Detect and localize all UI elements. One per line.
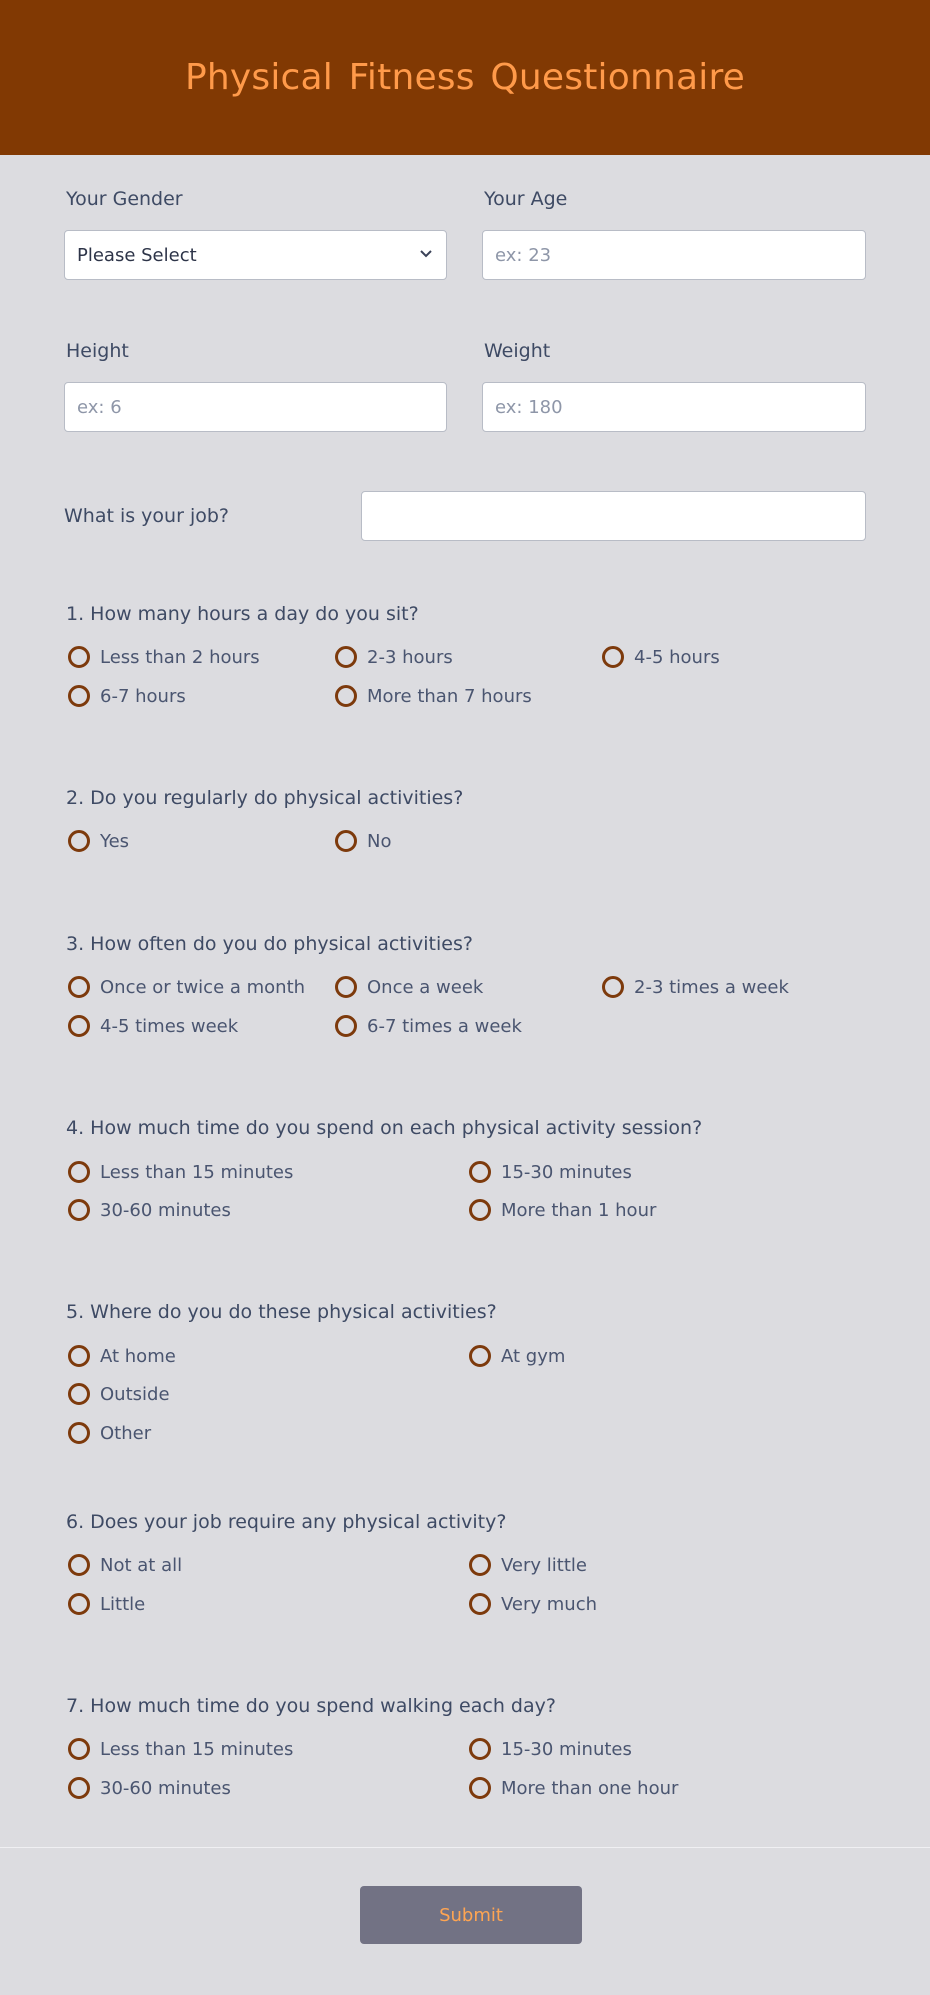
question-4-text: 4. How much time do you spend on each physical activity session? [66, 1117, 703, 1139]
radio-button[interactable] [469, 1161, 491, 1183]
radio-button[interactable] [68, 1015, 90, 1037]
radio-button[interactable] [68, 1422, 90, 1444]
gender-select-value: Please Select [77, 244, 197, 266]
question-6-text: 6. Does your job require any physical activity? [66, 1511, 507, 1533]
q3-option-once-a-week[interactable]: Once a week [335, 976, 483, 998]
gender-label: Your Gender [66, 188, 183, 210]
radio-button[interactable] [68, 1345, 90, 1367]
height-input[interactable] [64, 382, 447, 432]
q5-option-at-gym[interactable]: At gym [469, 1345, 565, 1367]
q7-option-less-than-15-minutes[interactable]: Less than 15 minutes [68, 1738, 293, 1760]
q3-option-4-5-times-week[interactable]: 4-5 times week [68, 1015, 238, 1037]
submit-button[interactable]: Submit [360, 1886, 582, 1944]
q3-option-2-3-times-a-week[interactable]: 2-3 times a week [602, 976, 789, 998]
radio-button[interactable] [335, 685, 357, 707]
radio-button[interactable] [68, 685, 90, 707]
form-header [0, 0, 930, 155]
radio-button[interactable] [335, 646, 357, 668]
question-3-text: 3. How often do you do physical activities? [66, 933, 473, 955]
q5-option-other[interactable]: Other [68, 1422, 151, 1444]
height-label: Height [66, 340, 129, 362]
question-5-text: 5. Where do you do these physical activities? [66, 1301, 497, 1323]
radio-button[interactable] [68, 830, 90, 852]
q3-option-once-or-twice-a-month[interactable]: Once or twice a month [68, 976, 305, 998]
gender-select[interactable] [64, 230, 447, 280]
radio-button[interactable] [68, 1777, 90, 1799]
radio-button[interactable] [469, 1738, 491, 1760]
age-label: Your Age [484, 188, 568, 210]
radio-button[interactable] [335, 830, 357, 852]
radio-button[interactable] [68, 646, 90, 668]
q7-option-15-30-minutes[interactable]: 15-30 minutes [469, 1738, 632, 1760]
q1-option-6-7-hours[interactable]: 6-7 hours [68, 685, 186, 707]
q2-option-no[interactable]: No [335, 830, 391, 852]
question-7-text: 7. How much time do you spend walking each day? [66, 1695, 556, 1717]
radio-button[interactable] [68, 976, 90, 998]
radio-button[interactable] [335, 1015, 357, 1037]
radio-button[interactable] [469, 1593, 491, 1615]
q1-option-2-3-hours[interactable]: 2-3 hours [335, 646, 453, 668]
q6-option-very-little[interactable]: Very little [469, 1554, 587, 1576]
weight-label: Weight [484, 340, 551, 362]
radio-button[interactable] [68, 1199, 90, 1221]
radio-button[interactable] [68, 1161, 90, 1183]
q4-option-more-than-1-hour[interactable]: More than 1 hour [469, 1199, 656, 1221]
q6-option-very-much[interactable]: Very much [469, 1593, 597, 1615]
q4-option-15-30-minutes[interactable]: 15-30 minutes [469, 1161, 632, 1183]
q6-option-little[interactable]: Little [68, 1593, 145, 1615]
radio-button[interactable] [469, 1777, 491, 1799]
form-title: Physical Fitness Questionnaire [184, 57, 746, 98]
radio-button[interactable] [68, 1383, 90, 1405]
q2-option-yes[interactable]: Yes [68, 830, 129, 852]
q5-option-at-home[interactable]: At home [68, 1345, 176, 1367]
q1-option-less-than-2-hours[interactable]: Less than 2 hours [68, 646, 260, 668]
q3-option-6-7-times-a-week[interactable]: 6-7 times a week [335, 1015, 522, 1037]
weight-input[interactable] [482, 382, 866, 432]
q6-option-not-at-all[interactable]: Not at all [68, 1554, 182, 1576]
radio-button[interactable] [469, 1345, 491, 1367]
q1-option-more-than-7-hours[interactable]: More than 7 hours [335, 685, 532, 707]
radio-button[interactable] [469, 1554, 491, 1576]
chevron-down-icon [418, 246, 434, 262]
radio-button[interactable] [335, 976, 357, 998]
radio-button[interactable] [68, 1593, 90, 1615]
q1-option-4-5-hours[interactable]: 4-5 hours [602, 646, 720, 668]
age-input[interactable] [482, 230, 866, 280]
radio-button[interactable] [469, 1199, 491, 1221]
q4-option-less-than-15-minutes[interactable]: Less than 15 minutes [68, 1161, 293, 1183]
q7-option-30-60-minutes[interactable]: 30-60 minutes [68, 1777, 231, 1799]
footer-divider [0, 1847, 930, 1848]
radio-button[interactable] [68, 1554, 90, 1576]
q5-option-outside[interactable]: Outside [68, 1383, 170, 1405]
radio-button[interactable] [68, 1738, 90, 1760]
question-2-text: 2. Do you regularly do physical activities? [66, 787, 464, 809]
radio-button[interactable] [602, 646, 624, 668]
radio-button[interactable] [602, 976, 624, 998]
job-input[interactable] [361, 491, 866, 541]
q4-option-30-60-minutes[interactable]: 30-60 minutes [68, 1199, 231, 1221]
question-1-text: 1. How many hours a day do you sit? [66, 603, 419, 625]
job-label: What is your job? [64, 505, 229, 527]
q7-option-more-than-one-hour[interactable]: More than one hour [469, 1777, 678, 1799]
